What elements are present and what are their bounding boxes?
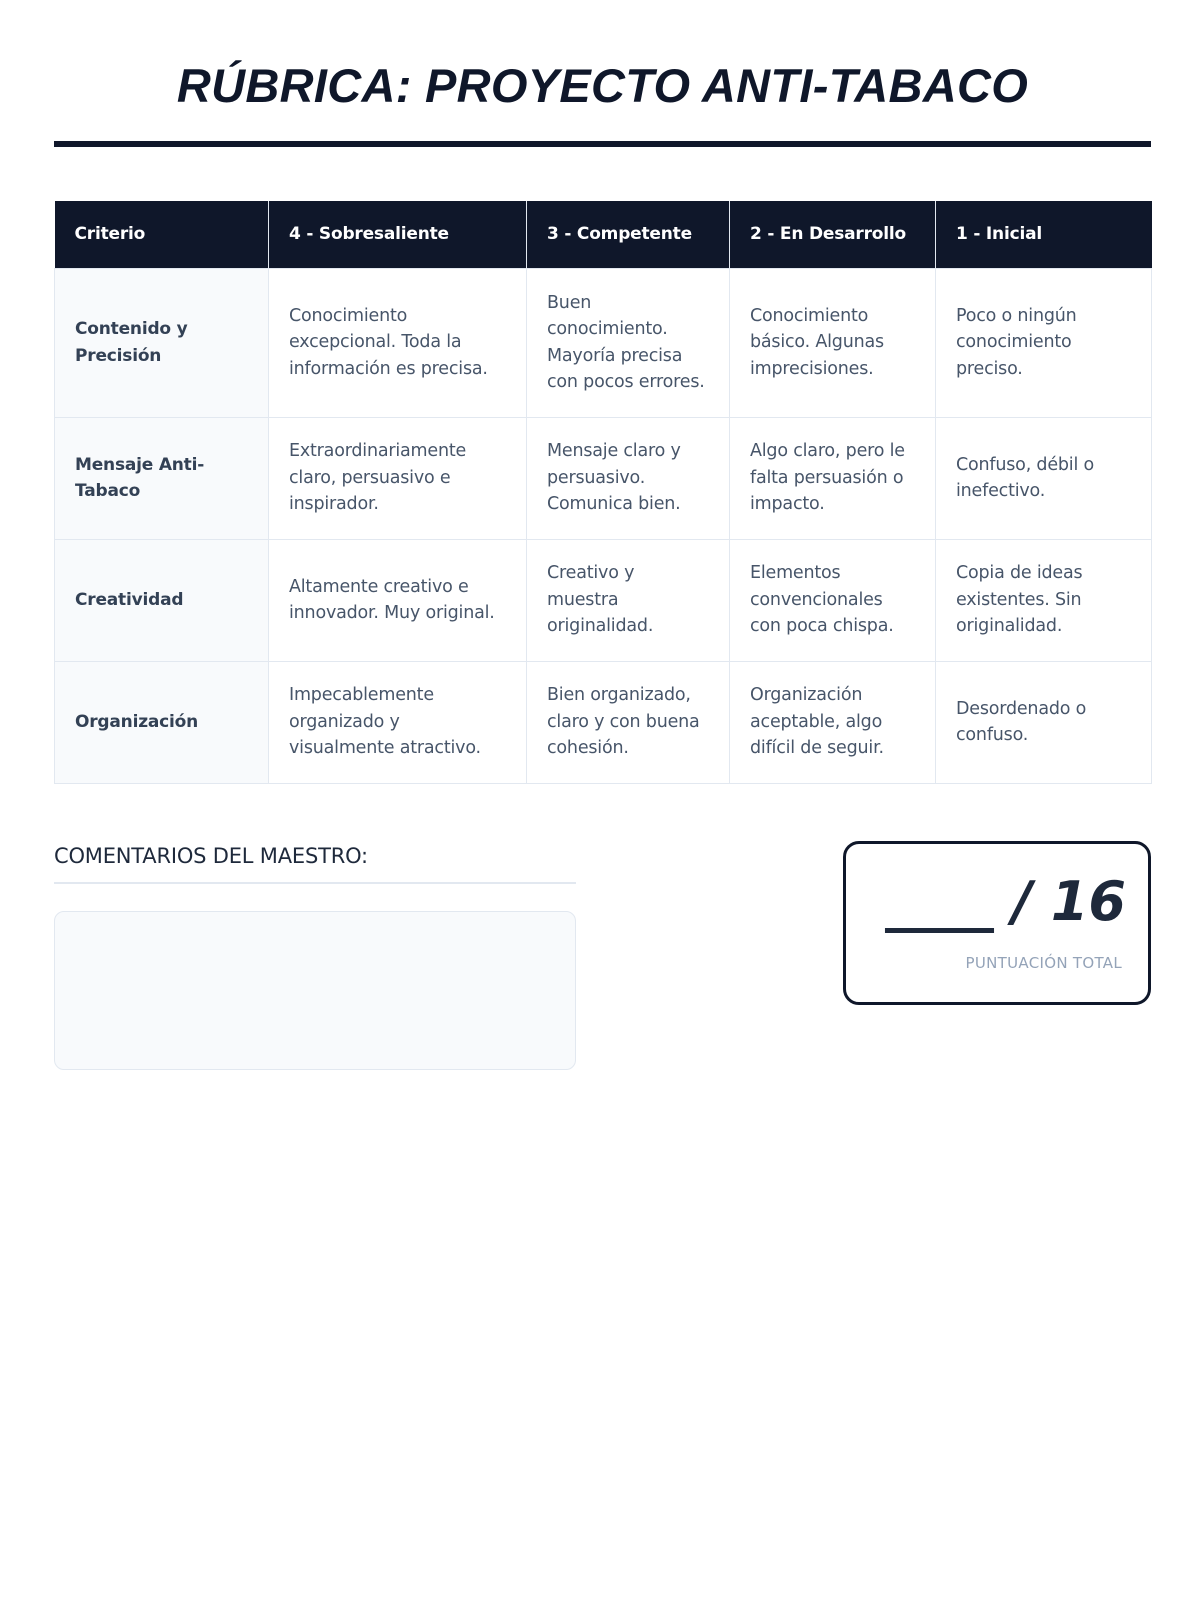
header-competente: 3 - Competente — [527, 201, 730, 268]
table-header-row — [55, 201, 1152, 268]
table-row — [55, 268, 1152, 417]
teacher-comments-section — [54, 842, 576, 1070]
table-cell: Desordenado o confuso. — [936, 661, 1152, 783]
rubric-table — [54, 201, 1152, 784]
title-divider — [54, 141, 1151, 147]
table-cell: Organización aceptable, algo difícil de seguir. — [730, 661, 936, 783]
comments-field[interactable] — [54, 911, 576, 1070]
total-score-box — [843, 841, 1151, 1005]
table-cell: Conocimiento excepcional. Toda la información es precisa. — [269, 268, 527, 417]
table-cell: Bien organizado, claro y con buena cohesión. — [527, 661, 730, 783]
table-row — [55, 661, 1152, 783]
page-title: RÚBRICA: PROYECTO ANTI-TABACO — [176, 59, 1029, 112]
table-cell: Impecablemente organizado y visualmente atractivo. — [269, 661, 527, 783]
header-en-desarrollo: 2 - En Desarrollo — [730, 201, 936, 268]
table-cell: Conocimiento básico. Algunas imprecisiones. — [730, 268, 936, 417]
comments-divider — [54, 882, 576, 884]
table-cell: Mensaje claro y persuasivo. Comunica bien. — [527, 417, 730, 539]
criterion-cell: Creatividad — [55, 539, 269, 661]
table-cell: Poco o ningún conocimiento preciso. — [936, 268, 1152, 417]
header-sobresaliente: 4 - Sobresaliente — [269, 201, 527, 268]
score-value[interactable]: ____ / 16 — [885, 870, 1126, 933]
comments-label: COMENTARIOS DEL MAESTRO: — [54, 844, 368, 868]
table-cell: Creativo y muestra originalidad. — [527, 539, 730, 661]
table-cell: Elementos convencionales con poca chispa. — [730, 539, 936, 661]
criterion-cell: Mensaje Anti-Tabaco — [55, 417, 269, 539]
header-inicial: 1 - Inicial — [936, 201, 1152, 268]
rubric-page — [54, 0, 1151, 972]
criterion-cell: Organización — [55, 661, 269, 783]
table-cell: Altamente creativo e innovador. Muy original. — [269, 539, 527, 661]
table-row — [55, 417, 1152, 539]
table-cell: Algo claro, pero le falta persuasión o impacto. — [730, 417, 936, 539]
header-criterio: Criterio — [55, 201, 269, 268]
table-cell: Buen conocimiento. Mayoría precisa con pocos errores. — [527, 268, 730, 417]
table-cell: Copia de ideas existentes. Sin originalidad. — [936, 539, 1152, 661]
table-row — [55, 539, 1152, 661]
score-label: PUNTUACIÓN TOTAL — [965, 954, 1122, 972]
criterion-cell: Contenido y Precisión — [55, 268, 269, 417]
table-cell: Confuso, débil o inefectivo. — [936, 417, 1152, 539]
table-cell: Extraordinariamente claro, persuasivo e inspirador. — [269, 417, 527, 539]
